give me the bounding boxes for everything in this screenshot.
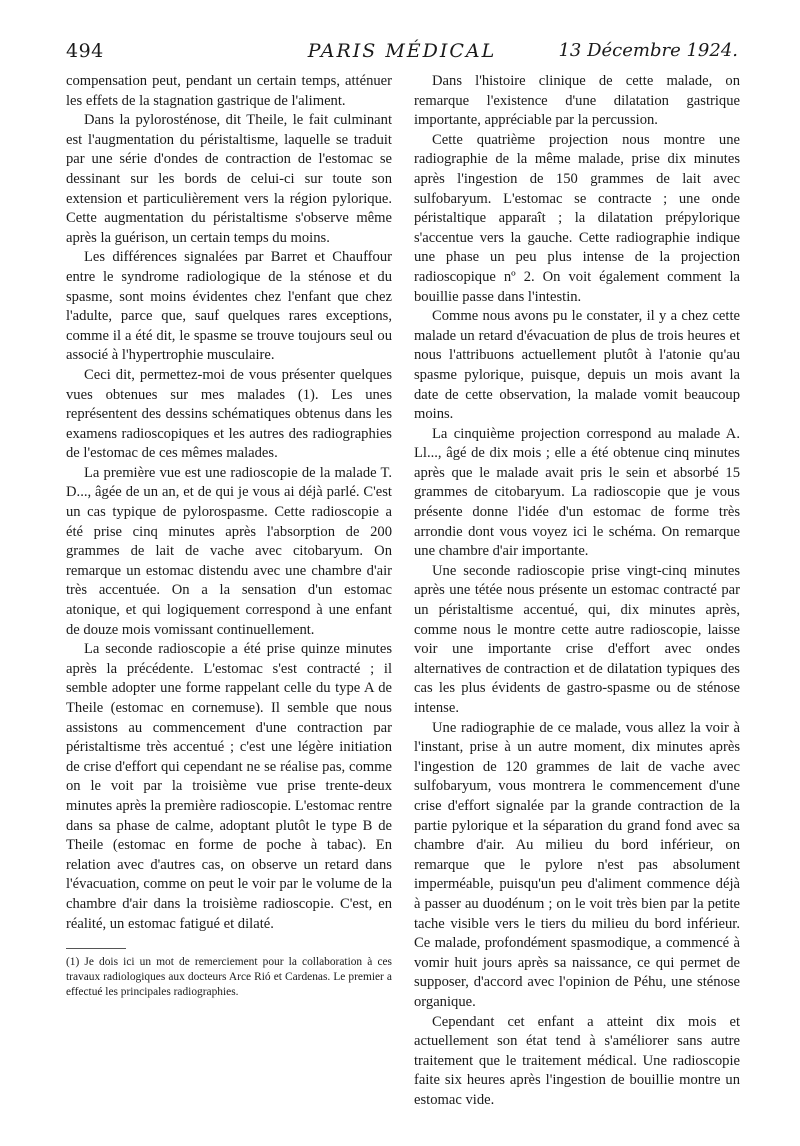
paragraph: Comme nous avons pu le constater, il y a chez cette malade un retard d'évacuation de plus de trois heures et nous l'attribuons actuellement plutôt à l'atonie qu'au spasme pylorique, puisque, depuis un mois avant la date de cette observation, la malade vomit beaucoup moins. xyxy=(414,308,740,423)
paragraph: Une seconde radioscopie prise vingt-cinq minutes après une tétée nous présente un estomac contracté par un péristaltisme accentué, qui, dix minutes après, comme nous le montre cette autre radioscopie, laisse voir une importante crise d'effort avec ondes alternatives de contraction et de dilatation typiques des cas les plus évidents de gastro-spasme ou de sténose intense. xyxy=(414,562,740,716)
page-header xyxy=(66,40,738,68)
paragraph: Cependant cet enfant a atteint dix mois et actuellement son état tend à s'améliorer sans autre traitement que le traitement médical. Une radioscopie faite six heures après l'ingestion de bouillie montre un estomac vide. xyxy=(414,1013,740,1108)
paragraph: Une radiographie de ce malade, vous allez la voir à l'instant, prise à un autre moment, dix minutes après l'ingestion de 120 grammes de lait de vache avec sulfobaryum, vous montrera le commencement d'une crise d'effort signalée par la grande contraction de la partie pylorique et la séparation du grand fond avec sa chambre d'air. Au milieu du bord inférieur, on remarque que le pylore n'est pas absolument imperméable, puisqu'un peu d'aliment commence déjà à passer au duodénum ; on le voit très bien par la petite tache visible vers le tiers du milieu du bord inférieur. Ce malade, profondément spasmodique, a commencé à vomir huit jours après sa naissance, ce qui permet de supposer, d'accord avec l'opinion de Péhu, une sténose organique. xyxy=(414,719,740,1010)
paragraph: La première vue est une radioscopie de la malade T. D..., âgée de un an, et de qui je vous ai déjà parlé. C'est un cas typique de pylorospasme. Cette radioscopie a été prise cinq minutes après l'absorption de 200 grammes de lait de vache avec citobaryum. On remarque un estomac distendu avec une chambre d'air très accentuée. On a la sensation d'un estomac atonique, et qui logiquement correspond à une enfant de douze mois vomissant continuellement. xyxy=(66,464,392,638)
page-number: 494 xyxy=(66,40,104,62)
paragraph: Dans l'histoire clinique de cette malade, on remarque l'existence d'une dilatation gastrique importante, appréciable par la percussion. xyxy=(414,73,740,129)
paragraph: compensation peut, pendant un certain temps, atténuer les effets de la stagnation gastrique de l'aliment. xyxy=(66,73,392,109)
paragraph: Ceci dit, permettez-moi de vous présenter quelques vues obtenues sur mes malades (1). Les unes représentent des dessins schématiques obtenus dans les examens radioscopiques et les autres des radiographies de l'estomac de ces mêmes malades. xyxy=(66,366,392,462)
paragraph: Cette quatrième projection nous montre une radiographie de la même malade, prise dix minutes après l'ingestion de 150 grammes de lait avec sulfobaryum. L'estomac se contracte ; une onde péristaltique apparaît ; la dilatation prépylorique s'accentue vers la gauche. Cette radiographie indique une phase un peu plus intense de la projection radioscopique nº 2. On voit également comment la bouillie passe dans l'intestin. xyxy=(414,131,740,305)
left-column xyxy=(66,72,392,1000)
right-column xyxy=(414,72,740,1110)
paragraph: Dans la pylorosténose, dit Theile, le fait culminant est l'augmentation du péristaltisme, laquelle se traduit par une série d'ondes de contraction de l'estomac se dessinant sur les bords de celui-ci sur toute son extension et particulièrement vers la région pylorique. Cette augmentation du péristaltisme s'observe même après la guérison, un certain temps du moins. xyxy=(66,112,392,246)
paragraph: Les différences signalées par Barret et Chauffour entre le syndrome radiologique de la sténose et du spasme, sont moins évidentes chez l'enfant que chez l'adulte, parce que, sauf quelques rares exceptions, comme il a été dit, le spasme se trouve toujours seul ou associé à l'hypertrophie musculaire. xyxy=(66,249,392,364)
footnote: (1) Je dois ici un mot de remerciement pour la collaboration à ces travaux radiologiques aux docteurs Arce Rió et Cardenas. Le premier a effectué les principales radiographies. xyxy=(66,956,392,998)
footnote-divider xyxy=(66,948,126,949)
paragraph: La cinquième projection correspond au malade A. Ll..., âgé de dix mois ; elle a été obtenue cinq minutes après que le malade avait pris le sein et absorbé 15 grammes de citobaryum. La radioscopie que je vous présente donne l'idée d'un estomac de forme très arrondie dont vous voyez ici le schéma. On remarque une chambre d'air importante. xyxy=(414,425,740,560)
paragraph: La seconde radioscopie a été prise quinze minutes après la précédente. L'estomac s'est contracté ; il semble adopter une forme rappelant celle du type A de Theile (estomac en cornemuse). Il semble que nous assistons au commencement d'une contraction par péristaltisme très accentué ; c'est une légère initiation de crise d'effort qui cependant ne se réalise pas, comme on le voit par la troisième vue prise trente-deux minutes après la première radioscopie. L'estomac rentre dans sa phase de calme, adoptant plutôt le type B de Theile (estomac en forme de poche à tabac). En relation avec d'autres cas, on observe un retard dans l'évacuation, comme on peut le voir par le volume de la chambre d'air dans la troisième radioscopie. C'est, en réalité, un estomac fatigué et dilaté. xyxy=(66,641,392,932)
issue-date: 13 Décembre 1924. xyxy=(558,40,738,61)
journal-title: PARIS MÉDICAL xyxy=(307,40,497,62)
